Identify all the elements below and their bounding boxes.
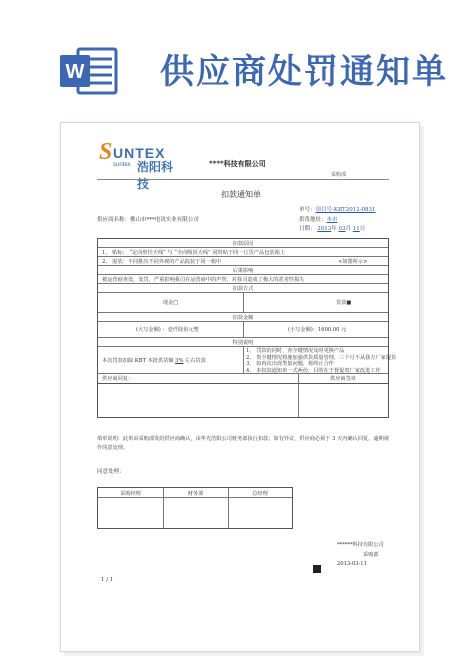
footer-company: ******科技有限公司: [337, 542, 384, 548]
fill-instructions: 填单说明：此单由采购部发给供应商确认，由华光浩阳公司财务部执行扣款；如有异议，供应商必须于 3 天内确认回复，逾期视作同意处理。: [97, 436, 389, 451]
row-section-special: [98, 338, 388, 347]
document-page: [60, 122, 420, 652]
row-method: [98, 293, 388, 313]
row-supplier-reply: [98, 374, 388, 384]
company-logo: [99, 139, 175, 191]
approval-label: 同意处理：: [97, 469, 125, 475]
supplier-reply-label: 供应商回复：: [102, 376, 134, 382]
svg-text:W: W: [65, 61, 85, 83]
logo-cn-name: 浩阳科技: [137, 160, 174, 191]
impact-text: 被运营商查处，处罚，严重影响我司在运营商中的声誉，对我司造成了极大的恶劣性损失: [102, 277, 305, 283]
method-cash: 现金□: [162, 300, 179, 306]
row-section-impact: [98, 266, 388, 275]
logo-sub: suntex: [113, 162, 131, 168]
banner: [0, 0, 474, 124]
special-note-2: 2、 贵全键情况将施加强供货质量管理，三个月不从我方厂家提货: [246, 354, 397, 361]
special-note-1: 1、 罚款的同时，查全键情况及时更换产品: [246, 348, 345, 354]
row-amount: [98, 322, 388, 338]
header-divider: [97, 179, 389, 180]
row-impact: [98, 275, 388, 284]
row-section-reason: [98, 239, 388, 248]
special-note-3: 3、 如再次出现类似问题，将终止合作: [246, 361, 334, 367]
row-section-method: [98, 284, 388, 293]
reason-1: 1、 贴标： “定向壁挂天线” 与 “全向吸顶天线” 同时贴于同一订货产品包装箱上: [102, 250, 285, 256]
row-reason-2: [98, 257, 388, 266]
deduction-table: [97, 238, 397, 384]
signature-mark: [313, 565, 321, 573]
footer-date: 2013-03-11: [337, 561, 367, 567]
section-impact-title: 后果影响: [232, 268, 254, 274]
doc-date: 日期： 2013年 03月 11日: [299, 226, 366, 232]
reason-2: 2、 混装：不同批次不同外观的产品混装于同一箱中: [102, 259, 222, 265]
reason-2-note: <如图所示>: [338, 259, 368, 265]
deduct-description: 本次罚款扣除 KBT 本批供货额 3% 左右货款: [102, 358, 206, 364]
amount-chinese: (大写金额) ：壹仟陆佰元整: [136, 327, 199, 333]
amount-number: (小写金额)：1600.00 元: [288, 327, 347, 333]
row-section-amount: [98, 313, 388, 322]
footer-dept: 采购部: [363, 552, 379, 558]
section-amount-title: 扣款金额: [232, 315, 254, 321]
word-document-icon: [60, 45, 118, 97]
approval-table: [97, 487, 293, 529]
supplier-seal-label: 供应商签章: [330, 376, 356, 382]
page-number: 1 / 1: [101, 577, 114, 583]
section-special-title: 特别说明: [232, 340, 254, 346]
supplier-reply-area: [97, 384, 389, 418]
row-special: [98, 347, 397, 374]
approval-finance: 财务部: [187, 491, 204, 497]
method-payment: 货款■: [336, 300, 352, 306]
banner-title: 供应商处罚通知单: [160, 52, 448, 92]
document-title: 扣款通知单: [221, 190, 261, 199]
company-header: ****科技有限公司: [209, 159, 266, 168]
supplier-name: 供应商名称：佛山市***电讯实业有限公司: [97, 217, 199, 223]
approval-purchasing-manager: 采购经理: [120, 491, 141, 497]
row-reason-1: [98, 248, 388, 257]
logo-s-letter: S: [99, 139, 113, 165]
section-reason-title: 扣款原因: [232, 241, 254, 247]
special-note-4: 4、 本扣款通知单一式两份，目的在于督促贵厂家改进工作: [246, 367, 381, 374]
logo-brand: UNTEX: [113, 145, 166, 161]
doc-number: 单号：项目号-KBT2012-0831: [299, 207, 376, 213]
approval-general-manager: 总经理: [252, 491, 268, 497]
section-method-title: 扣款方式: [232, 286, 254, 292]
supply-address: 供货地址：本市: [299, 217, 338, 223]
department-tag: 采购部: [331, 172, 347, 178]
